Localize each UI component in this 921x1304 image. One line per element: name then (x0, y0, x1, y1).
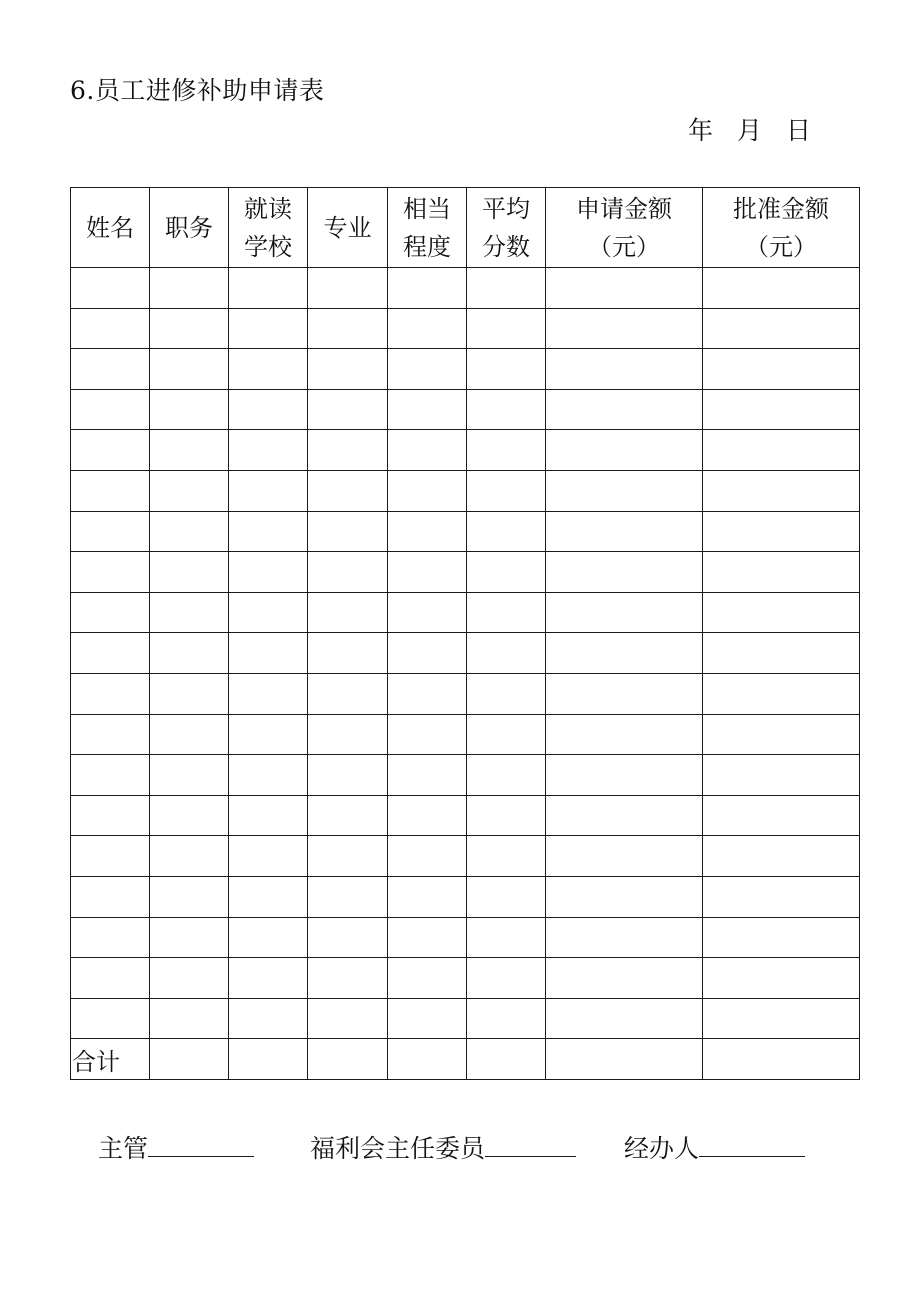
table-cell[interactable] (467, 470, 546, 511)
table-cell[interactable] (388, 1039, 467, 1080)
table-cell[interactable] (546, 917, 703, 958)
table-cell[interactable] (229, 836, 308, 877)
table-cell[interactable] (546, 714, 703, 755)
table-cell[interactable] (467, 714, 546, 755)
table-row (71, 633, 860, 674)
table-cell[interactable] (467, 958, 546, 999)
table-cell[interactable] (703, 511, 860, 552)
table-row (71, 430, 860, 471)
table-cell[interactable] (546, 389, 703, 430)
supervisor-label: 主管 (98, 1134, 149, 1163)
table-cell[interactable] (467, 430, 546, 471)
table-cell[interactable] (150, 470, 229, 511)
table-cell[interactable] (388, 592, 467, 633)
table-cell[interactable] (703, 998, 860, 1039)
table-cell[interactable] (229, 349, 308, 390)
table-cell[interactable] (467, 755, 546, 796)
table-cell[interactable] (150, 552, 229, 593)
table-cell[interactable] (229, 552, 308, 593)
table-cell[interactable] (467, 998, 546, 1039)
table-cell[interactable] (467, 552, 546, 593)
table-cell[interactable] (71, 511, 150, 552)
table-cell[interactable] (229, 430, 308, 471)
table-cell[interactable] (308, 268, 388, 309)
table-cell[interactable] (150, 511, 229, 552)
table-row (71, 998, 860, 1039)
handler-label: 经办人 (624, 1134, 700, 1163)
table-cell[interactable] (703, 673, 860, 714)
table-cell[interactable] (229, 268, 308, 309)
table-cell[interactable] (546, 1039, 703, 1080)
table-cell[interactable] (229, 592, 308, 633)
table-cell[interactable] (71, 673, 150, 714)
table-row (71, 389, 860, 430)
table-cell[interactable] (546, 470, 703, 511)
table-cell[interactable] (467, 673, 546, 714)
table-cell[interactable] (467, 795, 546, 836)
table-cell[interactable] (703, 917, 860, 958)
table-cell[interactable] (388, 349, 467, 390)
header-name: 姓名 (71, 188, 150, 268)
table-cell[interactable] (150, 430, 229, 471)
table-cell[interactable] (388, 470, 467, 511)
table-cell[interactable] (229, 633, 308, 674)
table-cell[interactable] (71, 633, 150, 674)
table-cell[interactable] (388, 633, 467, 674)
table-cell[interactable] (703, 836, 860, 877)
table-cell[interactable] (150, 998, 229, 1039)
table-cell[interactable] (467, 1039, 546, 1080)
table-cell[interactable] (150, 1039, 229, 1080)
table-cell[interactable] (150, 673, 229, 714)
table-cell[interactable] (308, 673, 388, 714)
table-cell[interactable] (546, 633, 703, 674)
table-cell[interactable] (388, 511, 467, 552)
table-cell[interactable] (150, 268, 229, 309)
table-cell[interactable] (467, 592, 546, 633)
table-row (71, 795, 860, 836)
table-cell[interactable] (229, 511, 308, 552)
table-cell[interactable] (388, 714, 467, 755)
table-row (71, 592, 860, 633)
table-cell[interactable] (546, 268, 703, 309)
table-cell[interactable] (308, 958, 388, 999)
table-cell[interactable] (150, 917, 229, 958)
table-row (71, 755, 860, 796)
table-cell[interactable] (71, 795, 150, 836)
table-cell[interactable] (546, 592, 703, 633)
table-cell[interactable] (229, 673, 308, 714)
table-cell[interactable] (546, 511, 703, 552)
table-cell[interactable] (546, 673, 703, 714)
application-table (70, 187, 860, 1080)
handler-signature (624, 1128, 805, 1167)
table-cell[interactable] (150, 389, 229, 430)
table-cell[interactable] (703, 592, 860, 633)
table-cell[interactable] (308, 755, 388, 796)
table-cell[interactable] (467, 876, 546, 917)
table-cell[interactable] (229, 389, 308, 430)
table-cell[interactable] (388, 755, 467, 796)
table-cell[interactable] (71, 998, 150, 1039)
table-cell[interactable] (388, 268, 467, 309)
date-month-label: 月 (737, 116, 763, 145)
table-cell[interactable] (71, 389, 150, 430)
date-year-label: 年 (688, 116, 714, 145)
table-cell[interactable] (388, 876, 467, 917)
table-row (71, 836, 860, 877)
date-day-label: 日 (786, 116, 812, 145)
table-cell[interactable] (388, 958, 467, 999)
table-cell[interactable] (229, 308, 308, 349)
table-cell[interactable] (308, 552, 388, 593)
table-cell[interactable] (71, 876, 150, 917)
table-cell[interactable] (546, 349, 703, 390)
table-cell[interactable] (150, 836, 229, 877)
table-cell[interactable] (703, 755, 860, 796)
table-cell[interactable] (71, 552, 150, 593)
header-equivalent-level: 相当 程度 (388, 188, 467, 268)
table-cell[interactable] (703, 958, 860, 999)
table-cell[interactable] (229, 876, 308, 917)
table-row (71, 552, 860, 593)
table-row (71, 349, 860, 390)
table-cell[interactable] (229, 470, 308, 511)
table-cell[interactable] (388, 308, 467, 349)
table-cell[interactable] (546, 755, 703, 796)
header-average-score: 平均 分数 (467, 188, 546, 268)
table-cell[interactable] (150, 876, 229, 917)
table-cell[interactable] (388, 673, 467, 714)
table-cell[interactable] (546, 958, 703, 999)
table-cell[interactable] (71, 755, 150, 796)
table-cell[interactable] (703, 430, 860, 471)
table-row (71, 714, 860, 755)
table-cell[interactable] (229, 714, 308, 755)
table-cell[interactable] (703, 268, 860, 309)
table-row (71, 876, 860, 917)
table-cell[interactable] (229, 917, 308, 958)
table-cell[interactable] (467, 308, 546, 349)
table-cell[interactable] (546, 308, 703, 349)
table-cell[interactable] (467, 268, 546, 309)
table-cell[interactable] (703, 470, 860, 511)
table-cell[interactable] (703, 389, 860, 430)
table-cell[interactable] (308, 998, 388, 1039)
table-cell[interactable] (467, 633, 546, 674)
table-cell[interactable] (546, 998, 703, 1039)
table-cell[interactable] (71, 836, 150, 877)
table-cell[interactable] (308, 308, 388, 349)
table-cell[interactable] (71, 714, 150, 755)
table-cell[interactable] (546, 836, 703, 877)
table-cell[interactable] (71, 268, 150, 309)
table-cell[interactable] (308, 1039, 388, 1080)
table-row (71, 917, 860, 958)
header-major: 专业 (308, 188, 388, 268)
table-cell[interactable] (388, 389, 467, 430)
table-cell[interactable] (229, 998, 308, 1039)
header-row (71, 188, 860, 268)
header-school: 就读 学校 (229, 188, 308, 268)
table-cell[interactable] (229, 958, 308, 999)
table-cell[interactable] (150, 755, 229, 796)
table-cell[interactable] (308, 836, 388, 877)
table-cell[interactable] (546, 552, 703, 593)
table-row (71, 511, 860, 552)
welfare-committee-signature (310, 1128, 576, 1167)
table-cell[interactable] (388, 552, 467, 593)
table-cell[interactable] (388, 917, 467, 958)
handler-blank[interactable] (699, 1128, 805, 1157)
table-cell[interactable] (71, 958, 150, 999)
table-cell[interactable] (308, 430, 388, 471)
table-cell[interactable] (467, 836, 546, 877)
table-row (71, 268, 860, 309)
table-cell[interactable] (308, 917, 388, 958)
table-cell[interactable] (150, 592, 229, 633)
date-line (688, 114, 811, 148)
table-cell[interactable] (229, 1039, 308, 1080)
table-cell[interactable] (150, 349, 229, 390)
table-row (71, 470, 860, 511)
table-cell[interactable] (703, 876, 860, 917)
table-cell[interactable] (308, 795, 388, 836)
table-cell[interactable] (150, 308, 229, 349)
table-cell[interactable] (150, 795, 229, 836)
table-cell[interactable] (703, 714, 860, 755)
table-cell[interactable] (703, 1039, 860, 1080)
table-cell[interactable] (467, 349, 546, 390)
table-cell[interactable] (388, 998, 467, 1039)
table-cell[interactable] (308, 714, 388, 755)
table-cell[interactable] (703, 349, 860, 390)
table-cell[interactable] (388, 795, 467, 836)
table-cell[interactable] (229, 755, 308, 796)
table-cell[interactable] (308, 349, 388, 390)
table-cell[interactable] (71, 592, 150, 633)
supervisor-signature (98, 1128, 254, 1167)
supervisor-blank[interactable] (148, 1128, 254, 1157)
table-cell[interactable] (546, 876, 703, 917)
table-cell[interactable] (703, 552, 860, 593)
table-cell[interactable] (308, 592, 388, 633)
table-cell[interactable] (467, 917, 546, 958)
form-title: 6.员工进修补助申请表 (70, 76, 325, 105)
total-label: 合计 (71, 1039, 150, 1080)
table-cell[interactable] (308, 389, 388, 430)
table-cell[interactable] (150, 958, 229, 999)
table-cell[interactable] (308, 470, 388, 511)
table-cell[interactable] (308, 876, 388, 917)
table-cell[interactable] (703, 795, 860, 836)
table-cell[interactable] (71, 349, 150, 390)
table-cell[interactable] (71, 308, 150, 349)
welfare-committee-blank[interactable] (485, 1128, 576, 1157)
header-position: 职务 (150, 188, 229, 268)
table-cell[interactable] (229, 795, 308, 836)
total-row (71, 1039, 860, 1080)
table-cell[interactable] (150, 714, 229, 755)
header-requested-amount: 申请金额 （元） (546, 188, 703, 268)
table-cell[interactable] (467, 511, 546, 552)
table-cell[interactable] (388, 836, 467, 877)
table-cell[interactable] (703, 308, 860, 349)
table-cell[interactable] (71, 430, 150, 471)
table-row (71, 308, 860, 349)
table-cell[interactable] (308, 511, 388, 552)
table-cell[interactable] (150, 633, 229, 674)
table-cell[interactable] (308, 633, 388, 674)
table-cell[interactable] (546, 795, 703, 836)
table-cell[interactable] (703, 633, 860, 674)
table-row (71, 958, 860, 999)
table-row (71, 673, 860, 714)
welfare-committee-label: 福利会主任委员 (310, 1134, 486, 1163)
table-cell[interactable] (467, 389, 546, 430)
header-approved-amount: 批准金额 （元） (703, 188, 860, 268)
table-cell[interactable] (388, 430, 467, 471)
table-cell[interactable] (546, 430, 703, 471)
table-cell[interactable] (71, 470, 150, 511)
table-cell[interactable] (71, 917, 150, 958)
